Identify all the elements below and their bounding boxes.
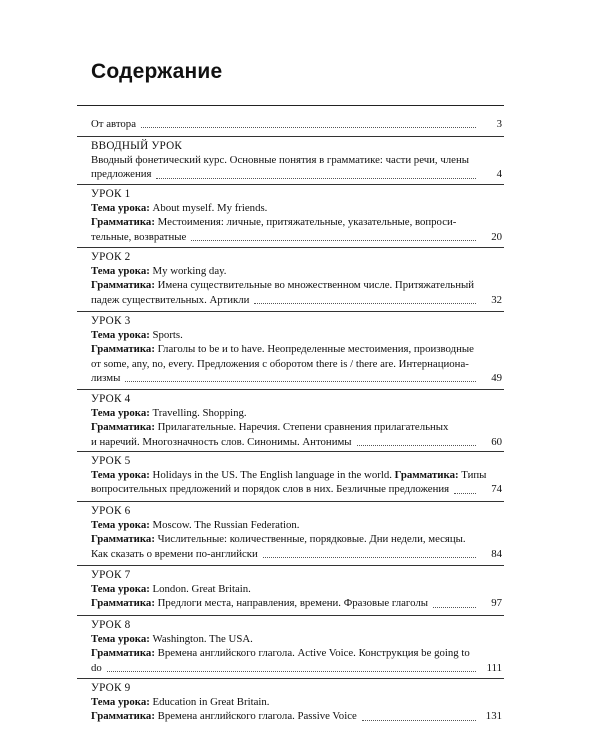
topic-label: Тема урока: xyxy=(91,265,150,278)
toc-line xyxy=(91,661,502,675)
grammar-line xyxy=(91,215,502,229)
dot-leader xyxy=(263,557,476,558)
title-divider xyxy=(77,105,504,106)
grammar-text: do xyxy=(91,661,102,674)
entry-title: От автора xyxy=(91,118,137,130)
topic-text: Education in Great Britain. xyxy=(152,696,270,709)
toc-entry-lesson-9 xyxy=(91,681,502,724)
topic-label: Тема урока: xyxy=(91,407,150,420)
toc-line xyxy=(91,435,502,449)
lesson-heading: УРОК 9 xyxy=(91,682,131,694)
dot-leader xyxy=(141,127,476,128)
toc-entry-lesson-5 xyxy=(91,454,502,497)
entry-divider xyxy=(77,615,504,616)
topic-text: London. Great Britain. xyxy=(152,583,251,596)
entry-divider xyxy=(77,247,504,248)
toc-entry-lesson-7 xyxy=(91,568,502,611)
dot-leader xyxy=(156,178,476,179)
grammar-text: Числительные: количественные, порядковые. Дни недели, месяцы. xyxy=(157,533,466,546)
grammar-text: падеж существительных. Артикли xyxy=(91,293,250,306)
topic-label: Тема урока: xyxy=(91,696,150,709)
topic-label: Тема урока: xyxy=(91,202,150,215)
dot-leader xyxy=(454,493,476,494)
grammar-label: Грамматика: xyxy=(91,647,155,660)
page-number: 49 xyxy=(491,371,502,384)
toc-entry-lesson-6 xyxy=(91,504,502,561)
lesson-heading: УРОК 7 xyxy=(91,569,131,581)
page-title: Содержание xyxy=(91,60,223,83)
grammar-text: лизмы xyxy=(91,371,121,384)
page-number: 4 xyxy=(496,168,502,181)
toc-entry-intro xyxy=(91,139,502,182)
topic-text: Sports. xyxy=(152,329,183,342)
lesson-heading: УРОК 6 xyxy=(91,505,131,517)
grammar-text: Местоимения: личные, притяжательные, указательные, вопроси- xyxy=(157,216,457,229)
toc-line xyxy=(91,230,502,244)
entry-divider xyxy=(77,501,504,502)
topic-label: Тема урока: xyxy=(91,583,150,596)
toc-line xyxy=(91,482,502,496)
topic-label: Тема урока: xyxy=(91,519,150,532)
toc-line xyxy=(91,117,502,131)
grammar-text: от some, any, no, every. Предложения с оборотом there is / there are. Интернациона- xyxy=(91,357,469,370)
lesson-heading: УРОК 2 xyxy=(91,251,131,263)
page-number: 32 xyxy=(491,293,502,306)
grammar-text: тельные, возвратные xyxy=(91,230,187,243)
grammar-label: Грамматика: xyxy=(91,216,155,229)
lesson-heading: УРОК 1 xyxy=(91,188,131,200)
grammar-text: Предлоги места, направления, времени. Фразовые глаголы xyxy=(157,597,428,610)
entry-divider xyxy=(77,565,504,566)
grammar-line xyxy=(91,342,502,356)
page-number: 111 xyxy=(486,661,502,674)
dot-leader xyxy=(362,720,476,721)
lesson-heading: УРОК 3 xyxy=(91,315,131,327)
grammar-label: Грамматика: xyxy=(91,597,155,610)
topic-line xyxy=(91,582,502,596)
grammar-label: Грамматика: xyxy=(91,343,155,356)
page-number: 97 xyxy=(491,597,502,610)
toc-line xyxy=(91,293,502,307)
toc-entry-lesson-1 xyxy=(91,187,502,244)
page-number: 84 xyxy=(491,547,502,560)
grammar-text: Времена английского глагола. Passive Voice xyxy=(157,710,357,723)
lesson-heading: УРОК 5 xyxy=(91,455,131,467)
entry-text: Вводный фонетический курс. Основные понятия в грамматике: части речи, члены xyxy=(91,154,469,167)
topic-line xyxy=(91,264,502,278)
topic-label: Тема урока: xyxy=(91,329,150,342)
grammar-label: Грамматика: xyxy=(91,533,155,546)
page-number: 3 xyxy=(496,118,502,130)
topic-line xyxy=(91,632,502,646)
grammar-label: Грамматика: xyxy=(91,710,155,723)
toc-line xyxy=(91,596,502,610)
entry-divider xyxy=(77,311,504,312)
grammar-text: Как сказать о времени по-английски xyxy=(91,547,258,560)
page-number: 74 xyxy=(491,483,502,496)
toc-entry-lesson-4 xyxy=(91,392,502,449)
topic-text: About myself. My friends. xyxy=(152,202,268,215)
topic-line xyxy=(91,695,502,709)
topic-line xyxy=(91,518,502,532)
grammar-text: Времена английского глагола. Active Voice. Конструкция be going to xyxy=(157,647,470,660)
dot-leader xyxy=(107,671,476,672)
topic-line xyxy=(91,328,502,342)
dot-leader xyxy=(254,303,476,304)
grammar-label: Грамматика: xyxy=(394,469,459,482)
toc-entry-author xyxy=(91,117,502,131)
page-number: 20 xyxy=(491,230,502,243)
grammar-text: и наречий. Многозначность слов. Синонимы. Антонимы xyxy=(91,435,352,448)
entry-divider xyxy=(77,389,504,390)
dot-leader xyxy=(191,240,476,241)
page-number: 60 xyxy=(491,435,502,448)
topic-line xyxy=(91,201,502,215)
grammar-line xyxy=(91,420,502,434)
topic-label: Тема урока: xyxy=(91,633,150,646)
grammar-text: вопросительных предложений и порядок слов в них. Безличные предложения xyxy=(91,483,450,496)
toc-entry-lesson-3 xyxy=(91,314,502,385)
dot-leader xyxy=(125,381,476,382)
entry-divider xyxy=(77,184,504,185)
entry-text: предложения xyxy=(91,168,152,181)
topic-text: Holidays in the US. The English language in the world. xyxy=(152,469,392,482)
topic-line xyxy=(91,406,502,420)
toc-entry-lesson-8 xyxy=(91,618,502,675)
entry-divider xyxy=(77,678,504,679)
topic-text: My working day. xyxy=(152,265,227,278)
grammar-text: Типы xyxy=(461,469,487,482)
dot-leader xyxy=(357,445,476,446)
topic-text: Washington. The USA. xyxy=(152,633,253,646)
topic-text: Moscow. The Russian Federation. xyxy=(152,519,300,532)
lesson-heading: УРОК 4 xyxy=(91,393,131,405)
dot-leader xyxy=(433,607,476,608)
grammar-line xyxy=(91,278,502,292)
topic-label: Тема урока: xyxy=(91,469,150,482)
grammar-line xyxy=(91,646,502,660)
toc-line xyxy=(91,371,502,385)
grammar-label: Грамматика: xyxy=(91,421,155,434)
toc-line xyxy=(91,709,502,723)
topic-text: Travelling. Shopping. xyxy=(152,407,247,420)
topic-line xyxy=(91,468,502,482)
grammar-text: Прилагательные. Наречия. Степени сравнения прилагательных xyxy=(157,421,449,434)
entry-divider xyxy=(77,451,504,452)
page-number: 131 xyxy=(485,710,502,723)
grammar-text: Имена существительные во множественном числе. Притяжательный xyxy=(157,279,475,292)
entry-divider xyxy=(77,136,504,137)
grammar-text: Глаголы to be и to have. Неопределенные местоимения, производные xyxy=(157,343,474,356)
grammar-line xyxy=(91,532,502,546)
lesson-heading: УРОК 8 xyxy=(91,619,131,631)
toc-entry-lesson-2 xyxy=(91,250,502,307)
toc-line xyxy=(91,547,502,561)
lesson-heading: ВВОДНЫЙ УРОК xyxy=(91,140,183,152)
grammar-label: Грамматика: xyxy=(91,279,155,292)
toc-line xyxy=(91,167,502,181)
